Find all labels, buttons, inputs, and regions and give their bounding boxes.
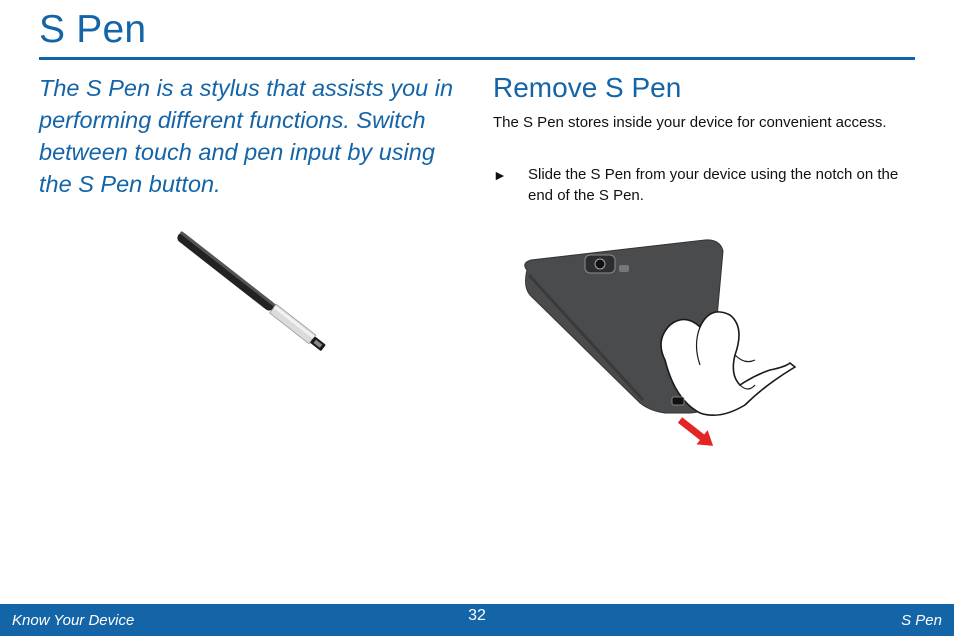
stylus-illustration (170, 228, 335, 368)
section-body: The S Pen stores inside your device for convenient access. (493, 114, 887, 131)
footer-chapter: Know Your Device (12, 612, 135, 629)
step-text: Slide the S Pen from your device using the notch on the end of the S Pen. (528, 166, 899, 204)
footer-page-number: 32 (468, 607, 486, 624)
arrow-bullet-icon: ► (493, 167, 507, 183)
intro-text: The S Pen is a stylus that assists you in performing different functions. Switch between touch and pen input by using the S Pen button. (39, 75, 454, 197)
page-title: S Pen (39, 8, 147, 51)
phone-with-hand-illustration (515, 235, 800, 450)
footer-bar (0, 604, 954, 636)
title-divider (39, 57, 915, 60)
section-heading: Remove S Pen (493, 72, 682, 103)
footer-section: S Pen (901, 612, 942, 629)
